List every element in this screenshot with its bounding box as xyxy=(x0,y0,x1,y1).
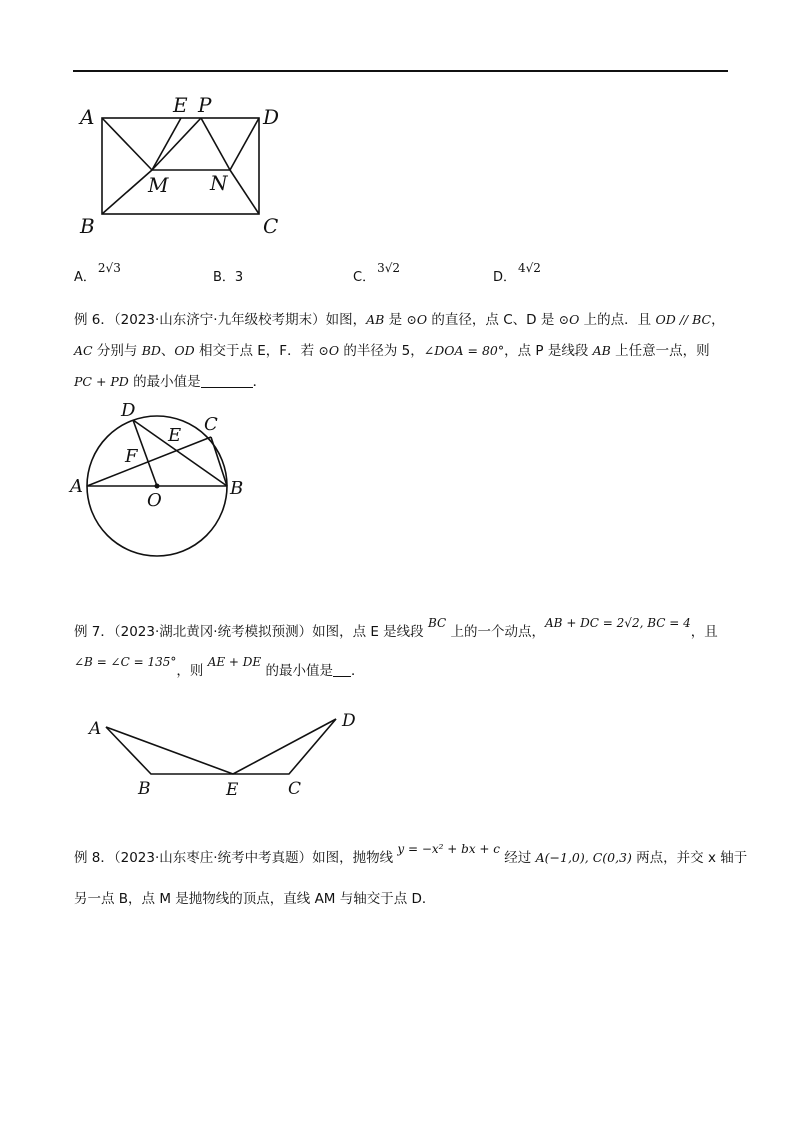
math-ab: AB xyxy=(592,343,611,358)
ex6-text: 上的点．且 xyxy=(579,312,656,328)
ex6-text: 的直径，点 C、D 是 xyxy=(427,312,559,328)
math-circle-o: ⊙O xyxy=(318,343,340,358)
ex6-text: 上任意一点，则 xyxy=(610,343,710,359)
ex6-text: ， xyxy=(711,312,725,328)
math-bd: BD xyxy=(141,343,161,358)
label-C: C xyxy=(204,414,218,435)
option-letter: C． xyxy=(353,270,376,285)
ex6-text: 的半径为 5， xyxy=(339,343,424,359)
label-O: O xyxy=(147,490,162,511)
math-angles: ∠B = ∠C = 135° xyxy=(74,655,177,669)
math-given: AB + DC = 2√2, BC = 4 xyxy=(545,616,691,630)
ex6-text: 相交于点 E，F．若 xyxy=(194,343,319,359)
ex7-text: ，且 xyxy=(690,624,718,640)
ex8-text: 例 8．（2023·山东枣庄·统考中考真题）如图，抛物线 xyxy=(74,850,398,866)
label-B: B xyxy=(80,214,95,238)
ex8-text: 另一点 B，点 M 是抛物线的顶点，直线 AM 与轴交于点 D． xyxy=(74,891,436,907)
ex6-text: ． xyxy=(252,374,267,390)
label-A: A xyxy=(80,105,95,129)
label-D: D xyxy=(342,711,356,731)
label-M: M xyxy=(148,173,169,197)
ex7-text: 的最小值是 xyxy=(261,663,333,679)
ex6-text: 的最小值是 xyxy=(128,374,201,390)
option-value: 2√3 xyxy=(97,261,121,275)
math-parabola: y = −x² + bx + c xyxy=(397,842,501,856)
label-F: F xyxy=(125,446,138,467)
label-D: D xyxy=(121,400,136,421)
option-letter: D． xyxy=(493,270,517,285)
math-circle-o: ⊙O xyxy=(406,312,428,327)
ex7-text: 例 7．（2023·湖北黄冈·统考模拟预测）如图，点 E 是线段 xyxy=(74,624,428,640)
ex8-line-1 xyxy=(74,842,748,868)
option-value: 3√2 xyxy=(377,261,400,275)
ex6-text: 例 6．（2023·山东济宁·九年级校考期末）如图， xyxy=(74,312,367,328)
label-C: C xyxy=(263,214,279,238)
label-E: E xyxy=(173,93,188,117)
math-circle-o: ⊙O xyxy=(558,312,580,327)
label-N: N xyxy=(210,171,228,195)
ex7-text: ，则 xyxy=(176,663,208,679)
label-A: A xyxy=(70,476,83,497)
label-D: D xyxy=(263,105,280,129)
ex8-text: 两点，并交 x 轴于 xyxy=(631,850,748,866)
label-E: E xyxy=(168,425,182,446)
math-parallel: OD // BC xyxy=(655,312,712,327)
ex6-text: 是 xyxy=(384,312,407,328)
ex7-text: 上的一个动点， xyxy=(446,624,546,640)
math-bc: BC xyxy=(427,616,447,630)
option-value: 3 xyxy=(234,270,244,285)
math-od: OD xyxy=(174,343,195,358)
label-C: C xyxy=(288,779,302,799)
option-letter: A． xyxy=(74,270,96,285)
label-E: E xyxy=(226,780,239,800)
math-ac: AC xyxy=(74,343,93,358)
math-ae-de: AE + DE xyxy=(207,655,262,669)
ex8-text: 经过 xyxy=(500,850,536,866)
math-points: A(−1,0), C(0,3) xyxy=(535,850,632,865)
label-B: B xyxy=(230,478,244,499)
math-angle: ∠DOA = 80° xyxy=(423,343,505,358)
option-letter: B． xyxy=(213,270,235,285)
math-ab: AB xyxy=(366,312,385,327)
label-P: P xyxy=(198,93,212,117)
label-B: B xyxy=(138,779,151,799)
ex7-text: ． xyxy=(350,663,365,679)
label-A: A xyxy=(89,719,102,739)
option-value: 4√2 xyxy=(518,261,541,275)
ex6-text: 分别与 xyxy=(92,343,142,359)
ex6-text: ，点 P 是线段 xyxy=(504,343,593,359)
math-pc-pd: PC + PD xyxy=(74,374,129,389)
ex6-text: 、 xyxy=(160,343,175,359)
ex8-line-2 xyxy=(74,889,435,909)
